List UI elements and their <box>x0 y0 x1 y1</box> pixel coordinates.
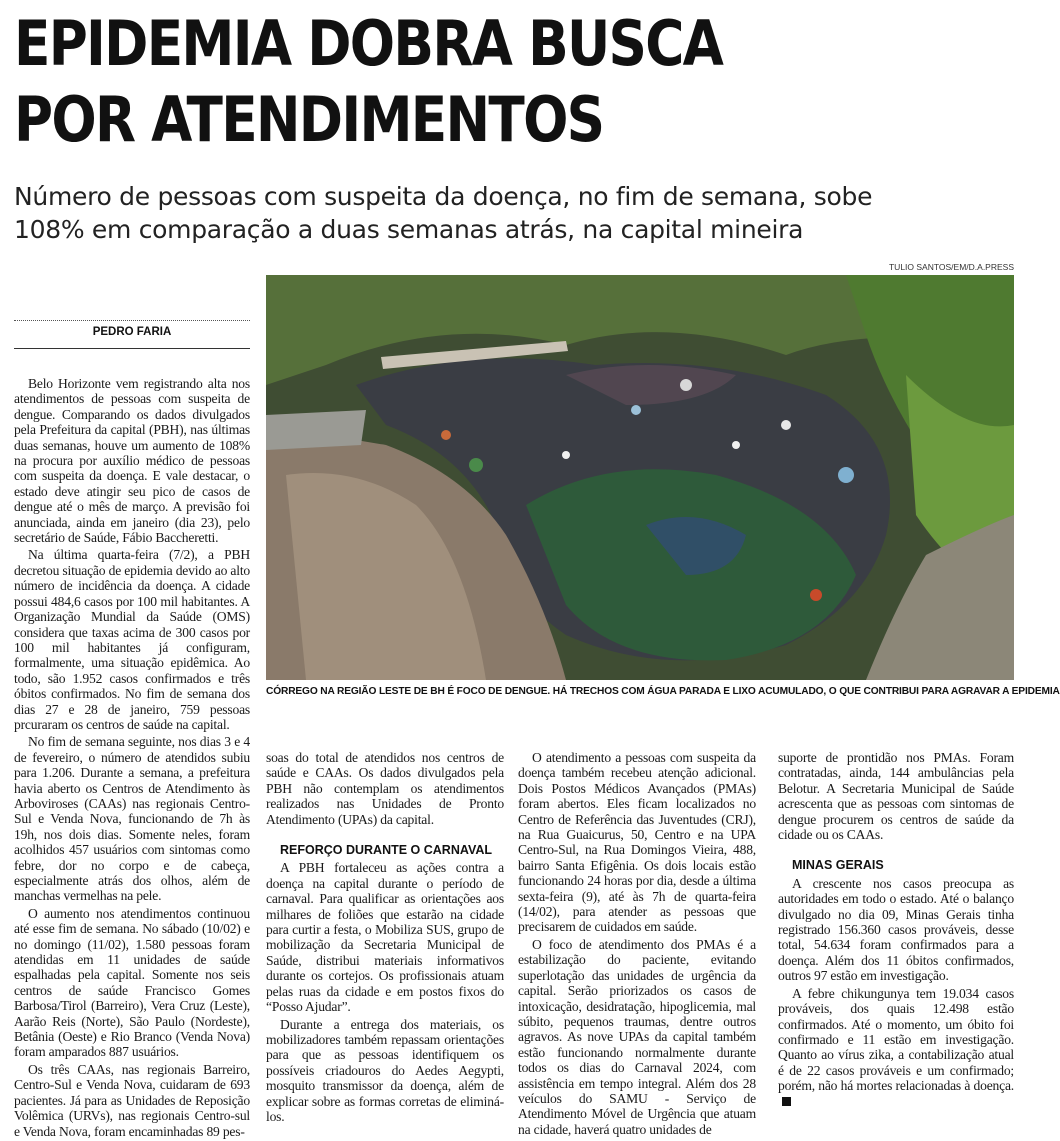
photo-credit: TULIO SANTOS/EM/D.A.PRESS <box>888 262 1014 272</box>
creek-photo-illustration <box>266 275 1014 680</box>
headline-line-1: EPIDEMIA DOBRA BUSCA <box>14 7 723 80</box>
section-subtitle: MINAS GERAIS <box>792 858 884 873</box>
end-of-article-mark <box>782 1097 791 1106</box>
paragraph: No fim de semana seguinte, nos dias 3 e 4 de fevereiro, o número de atendidos subiu para 1.206. Durante a semana, a prefeitura havia aberto os Centros de Atendimento às Arboviroses (CAAs) nas regionais Centro-Sul e Venda Nova, funcionando de 7h às 19h, nos dois dias. Somente neles, foram acolhidos 457 usuários com sintomas como febre, dor no corpo e de cabeça, especialmente atrás dos olhos, além de manchas vermelhas na pele. <box>14 734 250 904</box>
byline: PEDRO FARIA <box>92 326 172 338</box>
byline-top-rule <box>14 320 250 321</box>
section-subtitle: REFORÇO DURANTE O CARNAVAL <box>280 843 493 858</box>
article-column-2 <box>266 750 504 1126</box>
paragraph: O aumento nos atendimentos continuou até esse fim de semana. No sábado (10/02) e no domingo (11/02), 1.580 pessoas foram atendidas em 11 unidades de saúde espalhadas pela capital. Somente nos seis centros de saúde Francisco Gomes Barbosa/Tirol (Barreiro), Vera Cruz (Leste), Aarão Reis (Norte), São Paulo (Nordeste), Betânia (Oeste) e Rio Branco (Venda Nova) foram amparados 887 usuários. <box>14 905 250 1060</box>
paragraph: Os três CAAs, nas regionais Barreiro, Centro-Sul e Venda Nova, cuidaram de 693 pacientes. Já para as Unidades de Reposição Volêmica (URVs), nas regionais Centro-sul e Venda Nova, foram encaminhadas 89 pes- <box>14 1061 250 1139</box>
paragraph: suporte de prontidão nos PMAs. Foram contratadas, ainda, 144 ambulâncias pela Belotur. A Secretaria Municipal de Saúde acrescenta que as pessoas com sintomas de dengue procurem os centros de saúde da cidade ou os CAAs. <box>778 750 1014 843</box>
article-column-4 <box>778 750 1014 1111</box>
subheadline-line-2: 108% em comparação a duas semanas atrás, na capital mineira <box>14 215 804 244</box>
paragraph: soas do total de atendidos nos centros de saúde e CAAs. Os dados divulgados pela PBH não contemplam os atendimentos realizados nas Unidades de Pronto Atendimento (UPAs) da capital. <box>266 750 504 827</box>
paragraph: Belo Horizonte vem registrando alta nos atendimentos de pessoas com suspeita de dengue. Comparando os dados divulgados pela Prefeitura da capital (PBH), nas últimas duas semanas, houve um aumento de 108% na procura por auxílio médico de pessoas com suspeita da doença. E vale destacar, o estado deve atingir seu pico de casos de dengue até o mês de março. A previsão foi anunciada, ainda em janeiro (dia 23), pelo secretário de Saúde, Fábio Baccheretti. <box>14 376 250 546</box>
paragraph: A crescente nos casos preocupa as autoridades em todo o estado. Até o balanço divulgado no dia 09, Minas Gerais tinha registrado 156.360 casos prováveis, desse total, 54.634 foram confirmados para a doença. Além dos 11 óbitos confirmados, outros 97 estão em investigação. <box>778 875 1014 984</box>
paragraph: Durante a entrega dos materiais, os mobilizadores também repassam orientações para que as pessoas identifiquem os possíveis criadouros do Aedes Aegypti, mosquito transmissor da doença, além de explicar sobre as formas corretas de eliminá-los. <box>266 1016 504 1124</box>
paragraph: O foco de atendimento dos PMAs é a estabilização do paciente, evitando superlotação das unidades de urgência da capital. Serão priorizados os casos de intoxicação, desidratação, hipoglicemia, mal súbito, pequenos traumas, dentre outros agravos. As nove UPAs da capital também estão funcionando normalmente durante todos os dias do Carnaval 2024, com assistência em tempo integral. Além dos 28 veículos do SAMU - Serviço de Atendimento Móvel de Urgência que atuam na cidade, haverá quatro unidades de <box>518 936 756 1137</box>
paragraph: Na última quarta-feira (7/2), a PBH decretou situação de epidemia devido ao alto número de incidência da doença. A cidade possui 484,6 casos por 100 mil habitantes. A Organização Mundial da Saúde (OMS) considera que taxas acima de 300 casos por 100 mil habitantes já configuram, formalmente, uma situação epidêmica. Ao todo, são 1.952 casos confirmados e três óbitos confirmados. No fim de semana dos dias 27 e 28 de janeiro, 759 pessoas prcuraram os centros de saúde na capital. <box>14 547 250 732</box>
article-column-3 <box>518 750 756 1139</box>
subheadline <box>14 180 1014 246</box>
photo-caption: CÓRREGO NA REGIÃO LESTE DE BH É FOCO DE DENGUE. HÁ TRECHOS COM ÁGUA PARADA E LIXO ACUMULADO, O QUE CONTRIBUI PARA AGRAVAR A EPIDEMIA <box>266 686 1060 697</box>
headline-line-2: POR ATENDIMENTOS <box>14 83 604 156</box>
paragraph: A PBH fortaleceu as ações contra a doença na capital durante o período de carnaval. Para qualificar as orientações aos milhares de foliões que estarão na cidade para curtir a festa, o Mobiliza SUS, grupo de mobilização da Secretaria Municipal de Saúde, distribui materiais informativos durante os cortejos. Os profissionais atuam pelas ruas da cidade e em postos fixos do “Posso Ajudar”. <box>266 860 504 1015</box>
paragraph: O atendimento a pessoas com suspeita da doença também recebeu atenção adicional. Dois Postos Médicos Avançados (PMAs) foram abertos. Eles ficam localizados no Centro de Referência das Juventudes (CRJ), na Rua Guaicurus, 50, Centro e na UPA Centro-Sul, na Rua Domingos Vieira, 488, bairro Santa Efigênia. Os dois locais estão funcionando 24 horas por dia, desde a última sexta-feira (9), até às 7h de quarta-feira (14/02), para atender as pessoas que precisarem de cuidados em saúde. <box>518 750 756 935</box>
article-column-1 <box>14 376 250 1141</box>
paragraph-text: A febre chikungunya tem 19.034 casos prováveis, dos quais 12.498 estão confirmados. Até o momento, um óbito foi confirmado e 11 estão em investigação. Quanto ao vírus zika, a contabilização atual é de 22 casos prováveis e um confirmado; porém, não há mortes relacionadas à doença. <box>778 985 1014 1094</box>
paragraph <box>778 986 1014 1109</box>
article-photo <box>266 275 1014 680</box>
subheadline-line-1: Número de pessoas com suspeita da doença, no fim de semana, sobe <box>14 182 873 211</box>
byline-bottom-rule <box>14 348 250 349</box>
headline <box>14 6 874 158</box>
